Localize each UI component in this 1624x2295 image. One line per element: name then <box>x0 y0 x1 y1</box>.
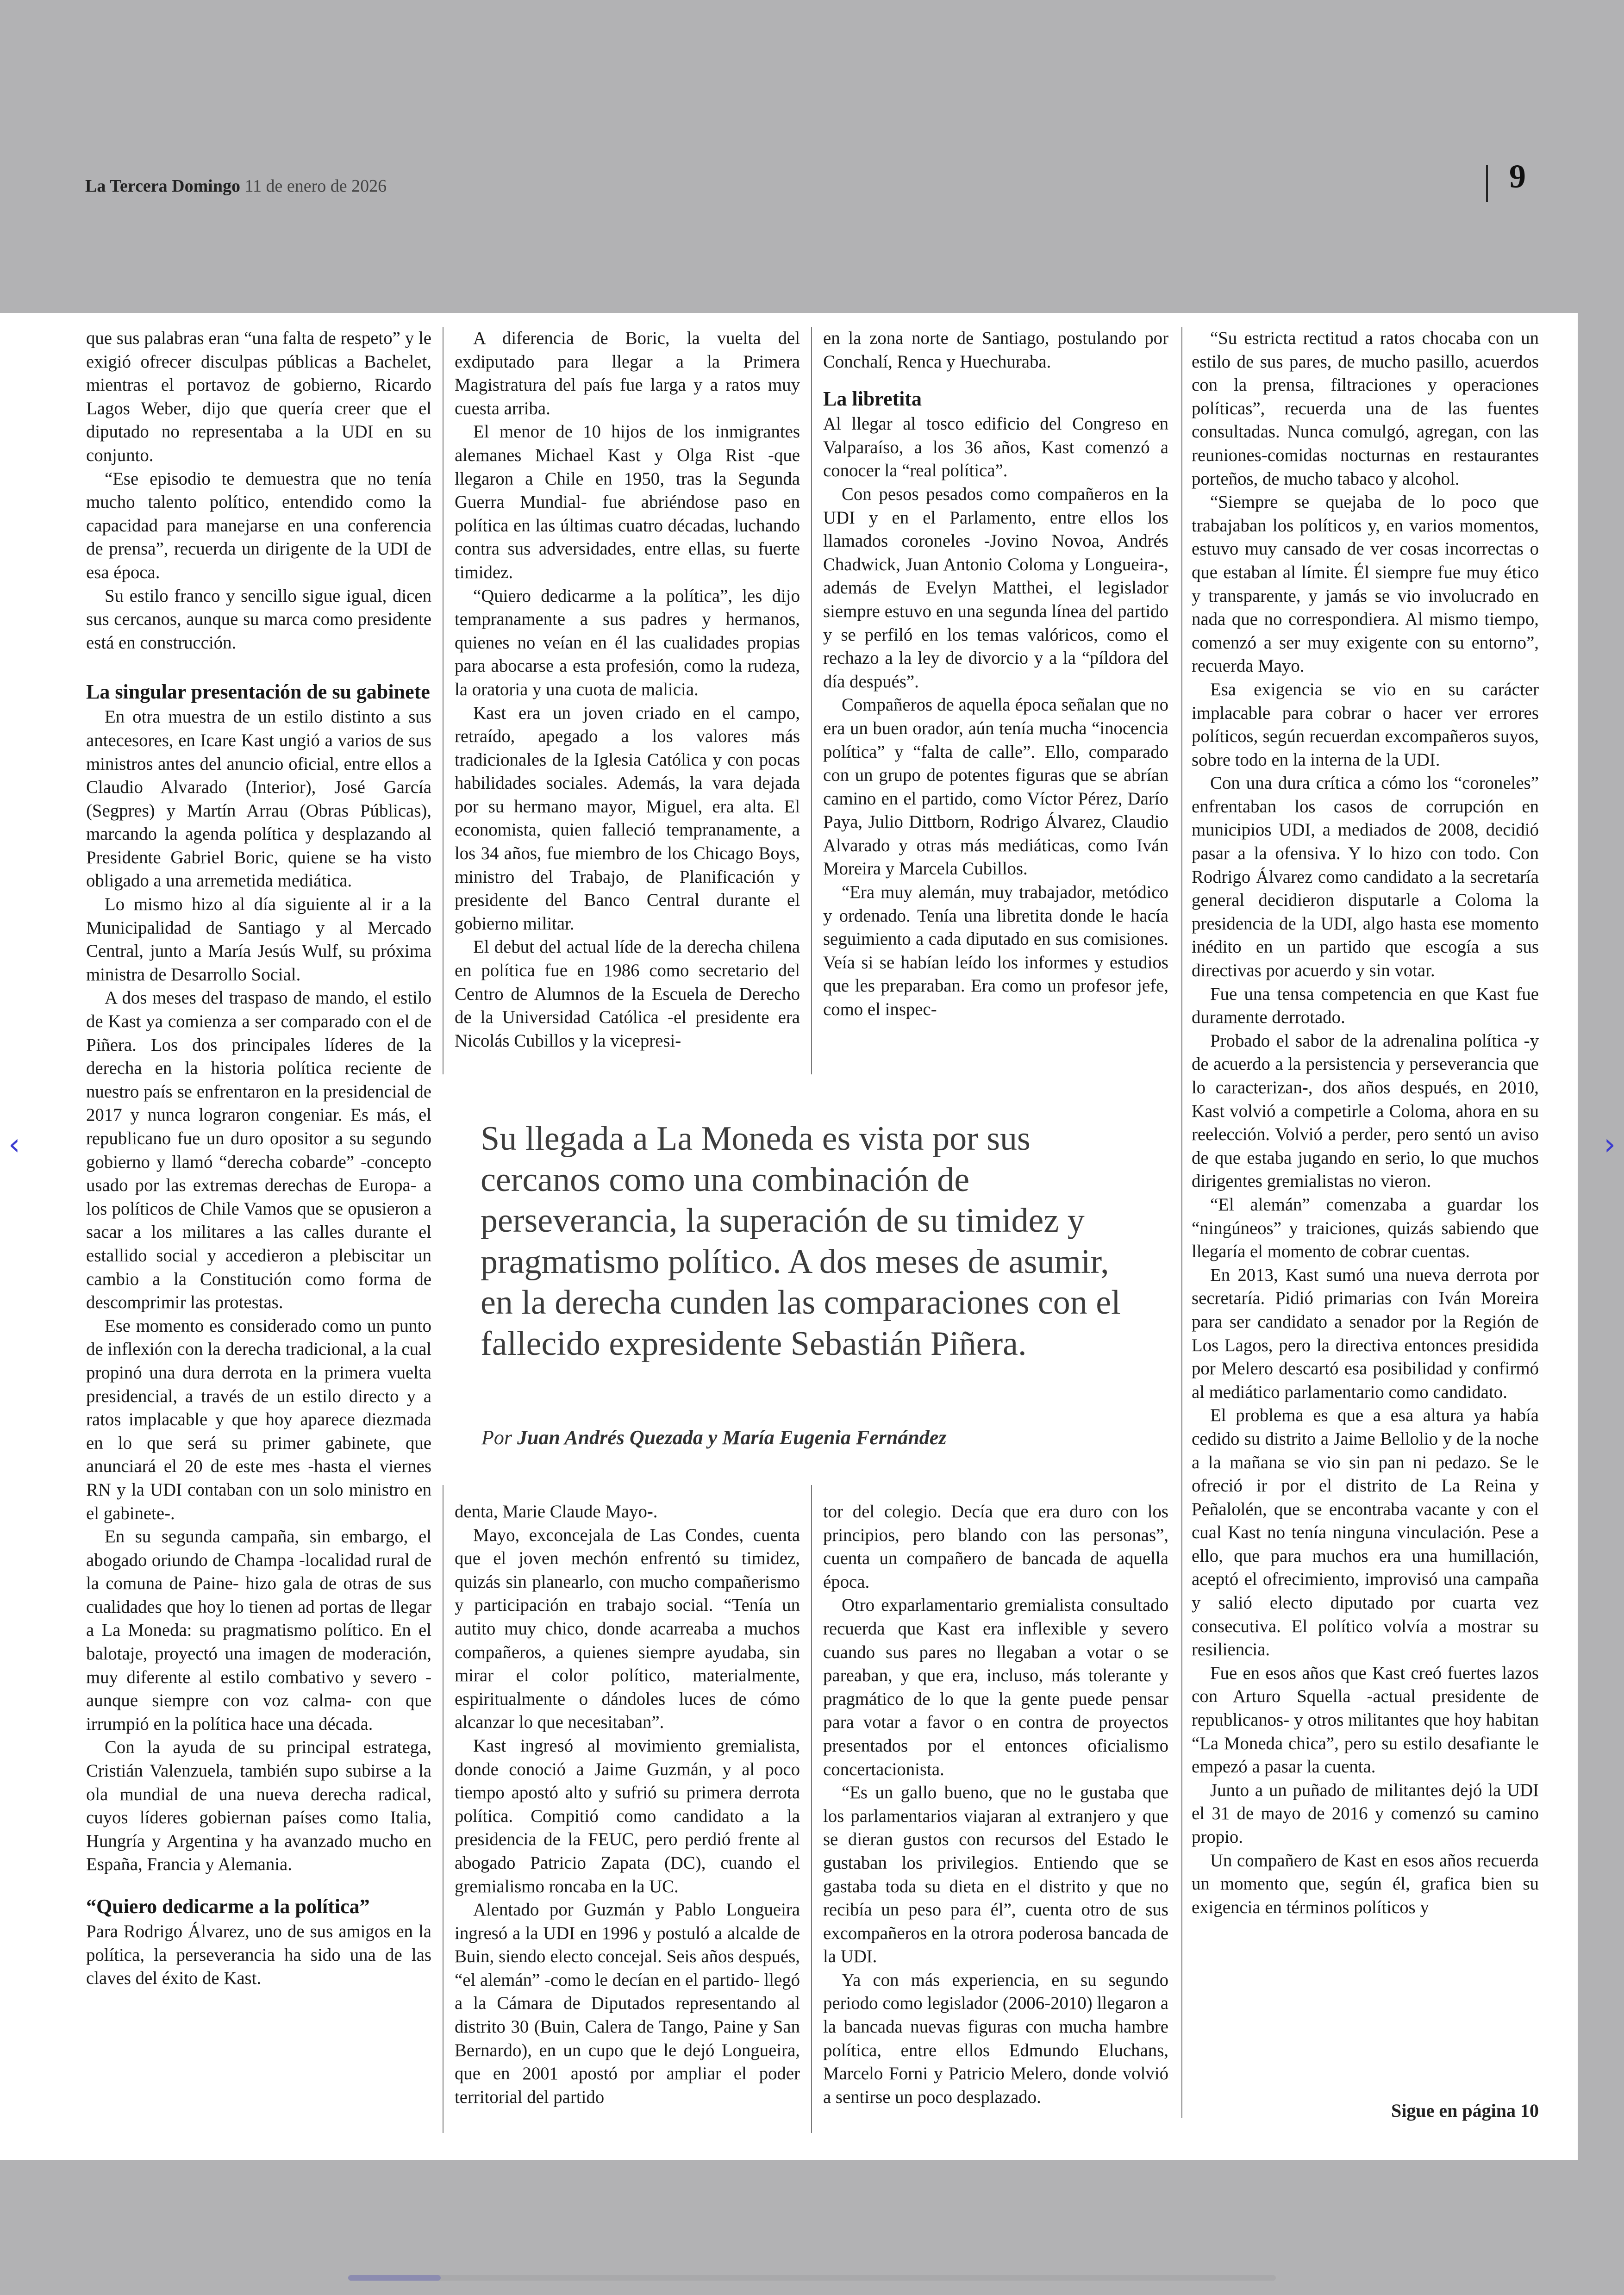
paragraph: Mayo, exconcejala de Las Condes, cuenta que el joven mechón enfrentó su timidez, quizás sin planearlo, con mucho compañerismo y participación en trabajo social. “Tenía un autito muy chico, donde acarreaba a muchos compañeros, a quienes siempre ayudaba, sin mirar el color político, materialmente, espiritualmente o dándoles luces de cómo alcanzar lo que necesitaban”. <box>455 1525 800 1733</box>
paragraph: A diferencia de Boric, la vuelta del exdiputado para llegar a la Primera Magistratura del país fue larga y a ratos muy cuesta arriba. <box>455 328 800 418</box>
column-2 <box>455 327 800 1053</box>
column-rule <box>811 327 812 1074</box>
column-1 <box>86 327 431 1990</box>
paragraph: Compañeros de aquella época señalan que no era un buen orador, aún tenía mucha “inocencia política” y “falta de calle”. Ello, comparado con un grupo de potentes figuras que se abrían camino en el partido, como Víctor Pérez, Darío Paya, Julio Dittborn, Rodrigo Álvarez, Claudio Alvarado y otras más mediáticas, como Iván Moreira y Marcela Cubillos. <box>823 695 1168 879</box>
paragraph: “Su estricta rectitud a ratos chocaba con un estilo de sus pares, de mucho pasillo, acuerdos con la prensa, filtraciones y operaciones políticas”, recuerda una de las fuentes consultadas. Nunca comulgó, agregan, con las reuniones-comidas nocturnas en restaurantes porteños, de mucho tabaco y alcohol. <box>1192 328 1539 489</box>
paragraph: Esa exigencia se vio en su carácter implacable para cobrar o hacer ver errores políticos, según recuerdan excompañeros suyos, sobre todo en la interna de la UDI. <box>1192 679 1539 770</box>
paragraph: Ese momento es considerado como un punto de inflexión con la derecha tradicional, a la cual propinó una dura derrota en la primera vuelta presidencial, a través de un estilo directo y a ratos implacable y que hoy aparece diezmada en lo que será su primer gabinete, que anunciará el 20 de este mes -hasta el viernes RN y la UDI contaban con un solo ministro en el gabinete-. <box>86 1316 431 1523</box>
paragraph: “Quiero dedicarme a la política”, les dijo tempranamente a sus padres y hermanos, quienes no veían en él las cualidades propias para abocarse a esta profesión, como la rudeza, la oratoria y una cuota de malicia. <box>455 586 800 699</box>
paragraph: Para Rodrigo Álvarez, uno de sus amigos en la política, la perseverancia ha sido una de las claves del éxito de Kast. <box>86 1921 431 1989</box>
paragraph: tor del colegio. Decía que era duro con los principios, pero blando con las personas”, cuenta un compañero de bancada de aquella época. <box>823 1502 1168 1592</box>
column-2-lower <box>455 1500 800 2109</box>
paragraph: Un compañero de Kast en esos años recuerda un momento que, según él, grafica bien su exigencia en términos políticos y <box>1192 1850 1539 1917</box>
paragraph: “Siempre se quejaba de lo poco que trabajaban los políticos y, en varios momentos, estuvo muy cansado de ver cosas incorrectas o que estaban al límite. Él siempre fue muy ético y transparente, y jamás se vio involucrado en nada que no correspondiera. Al mismo tiempo, comenzó a ser muy exigente con su entorno”, recuerda Mayo. <box>1192 492 1539 676</box>
paragraph: El menor de 10 hijos de los inmigrantes alemanes Michael Kast y Olga Rist -que llegaron a Chile en 1950, tras la Segunda Guerra Mundial- fue abriéndose paso en política en las últimas cuatro décadas, luchando contra sus adversidades, entre ellas, su fuerte timidez. <box>455 422 800 582</box>
masthead <box>85 176 387 196</box>
paragraph: Kast era un joven criado en el campo, retraído, apegado a los valores más tradicionales de la Iglesia Católica y con pocas habilidades sociales. Además, la vara dejada por su hermano mayor, Miguel, era alta. El economista, quien falleció tempranamente, a los 34 años, fue miembro de los Chicago Boys, ministro del Trabajo, de Planificación y presidente del Banco Central durante el gobierno militar. <box>455 703 800 934</box>
page-number-divider <box>1486 165 1488 202</box>
paragraph: En 2013, Kast sumó una nueva derrota por secretaría. Pidió primarias con Iván Moreira para ser candidato a senador por la Región de Los Lagos, pero la directiva entonces presidida por Melero descartó esa posibilidad y confirmó al mediático parlamentario como candidato. <box>1192 1265 1539 1402</box>
paragraph: “Es un gallo bueno, que no le gustaba que los parlamentarios viajaran al extranjero y que se dieran gustos con recursos del Estado le gustaban los privilegios. Entiendo que se gastaba toda su dieta en el distrito y que no recibía un peso para él”, cuenta otro de sus excompañeros en la otrora poderosa bancada de la UDI. <box>823 1783 1168 1967</box>
paragraph: Junto a un puñado de militantes dejó la UDI el 31 de mayo de 2016 y comenzó su camino propio. <box>1192 1780 1539 1847</box>
byline <box>481 1426 946 1449</box>
next-page-icon[interactable]: › <box>1604 1128 1616 1162</box>
byline-authors: Juan Andrés Quezada y María Eugenia Fernández <box>517 1426 947 1449</box>
section-heading: La singular presentación de su gabinete <box>86 680 430 704</box>
paragraph: A dos meses del traspaso de mando, el estilo de Kast ya comienza a ser comparado con el de Piñera. Los dos principales líderes de la derecha en la historia política reciente de nuestro país se enfrentaron en la presidencial de 2017 y nunca lograron congeniar. Es más, el republicano fue un duro opositor a su segundo gobierno y llamó “derecha cobarde” -concepto usado por las extremas derechas de Europa- a los políticos de Chile Vamos que se opusieron a sacar a los militares a las calles durante el estallido social y accedieron a plebiscitar un cambio a la Constitución como forma de descomprimir las protestas. <box>86 988 431 1313</box>
paragraph: Con una dura crítica a cómo los “coroneles” enfrentaban los casos de corrupción en municipios UDI, a mediados de 2008, decidió pasar a la ofensiva. Y lo hizo con todo. Con Rodrigo Álvarez como candidato a la secretaría general decidieron disputarle a Coloma la presidencia de la UDI, algo hasta ese momento inédito en un partido que escogía a sus directivas por acuerdo y sin votar. <box>1192 773 1539 981</box>
column-3-lower <box>823 1500 1168 2109</box>
section-heading: “Quiero dedicarme a la política” <box>86 1895 370 1918</box>
paragraph: Con la ayuda de su principal estratega, Cristián Valenzuela, también supo subirse a la ola mundial de una nueva derecha radical, cuyos líderes gobiernan países como Italia, Hungría y Argentina y ha avanzado mucho en España, Francia y Alemania. <box>86 1737 431 1875</box>
paragraph: Con pesos pesados como compañeros en la UDI y en el Parlamento, entre ellos los llamados coroneles -Jovino Novoa, Andrés Chadwick, Juan Antonio Coloma y Longueira-, además de Evelyn Matthei, el legislador siempre estuvo en una segunda línea del partido y se perfiló en los temas valóricos, como el rechazo a la ley de divorcio y a la “píldora del día después”. <box>823 484 1168 692</box>
paragraph: “Ese episodio te demuestra que no tenía mucho talento político, entendido como la capacidad para manejarse en una conferencia de prensa”, recuerda un dirigente de la UDI de esa época. <box>86 468 431 582</box>
paragraph: Alentado por Guzmán y Pablo Longueira ingresó a la UDI en 1996 y postuló a alcalde de Buin, siendo electo concejal. Seis años después, “el alemán” -como le decían en el partido- llegó a la Cámara de Diputados representando al distrito 30 (Buin, Calera de Tango, Paine y San Bernardo), en un cupo que le dejó Longueira, que en 2001 apostó por ampliar el poder territorial del partido <box>455 1900 800 2107</box>
paragraph: Otro exparlamentario gremialista consultado recuerda que Kast era inflexible y severo cuando sus pares no llegaban a votar o se pareaban, y que era, incluso, más tolerante y pragmático de lo que la gente puede pensar para votar a favor o en contra de proyectos presentados por el entonces oficialismo concertacionista. <box>823 1595 1168 1779</box>
page-scrollbar-thumb[interactable] <box>348 2275 441 2281</box>
paragraph: Al llegar al tosco edificio del Congreso en Valparaíso, a los 36 años, Kast comenzó a conocer la “real política”. <box>823 414 1168 481</box>
paragraph: en la zona norte de Santiago, postulando por Conchalí, Renca y Huechuraba. <box>823 328 1168 372</box>
paragraph: Su estilo franco y sencillo sigue igual, dicen sus cercanos, aunque su marca como presidente está en construcción. <box>86 586 431 653</box>
byline-prefix: Por <box>481 1426 512 1449</box>
paragraph: En su segunda campaña, sin embargo, el abogado oriundo de Champa -localidad rural de la comuna de Paine- hizo gala de otras de sus cualidades que hoy lo tienen ad portas de llegar a La Moneda: su pragmatismo político. En el balotaje, proyectó una imagen de moderación, muy diferente al estilo combativo y severo -aunque siempre con voz calma- con que irrumpió en la política hace una década. <box>86 1527 431 1734</box>
paragraph: Fue una tensa competencia en que Kast fue duramente derrotado. <box>1192 984 1539 1028</box>
column-rule <box>1181 327 1182 2118</box>
paragraph: Ya con más experiencia, en su segundo periodo como legislador (2006-2010) llegaron a la bancada nuevas figuras con mucha hambre política, entre ellos Edmundo Eluchans, Marcelo Forni y Patricio Melero, donde volvió a sentirse un poco desplazado. <box>823 1970 1168 2107</box>
paragraph: Lo mismo hizo al día siguiente al ir a la Municipalidad de Santiago y al Mercado Central, junto a María Jesús Wulf, su próxima ministra de Desarrollo Social. <box>86 894 431 985</box>
article-page <box>0 313 1578 2160</box>
paragraph: “El alemán” comenzaba a guardar los “ningúneos” y traiciones, quizás sabiendo que llegaría el momento de cobrar cuentas. <box>1192 1194 1539 1262</box>
paragraph: denta, Marie Claude Mayo-. <box>455 1502 658 1522</box>
column-rule <box>811 1485 812 2133</box>
pull-quote: Su llegada a La Moneda es vista por sus cercanos como una combinación de perseverancia, la superación de su timidez y pragmatismo político. A dos meses de asumir, en la derecha cunden las comparaciones con el fallecido expresidente Sebastián Piñera. <box>481 1120 1121 1363</box>
paragraph: En otra muestra de un estilo distinto a sus antecesores, en Icare Kast ungió a varios de sus ministros antes del anuncio oficial, entre ellos a Claudio Alvarado (Interior), José García (Segpres) y Martín Arrau (Obras Públicas), marcando la agenda política y desplazando al Presidente Gabriel Boric, quiene se ha visto obligado a una arremetida mediática. <box>86 707 431 891</box>
paragraph: “Era muy alemán, muy trabajador, metódico y ordenado. Tenía una libretita donde le hacía seguimiento a cada diputado en sus comisiones. Veía si se habían leído los informes y estudios que les preparaban. Era como un profesor jefe, como el inspec- <box>823 882 1168 1020</box>
paragraph: que sus palabras eran “una falta de respeto” y le exigió ofrecer disculpas públicas a Bachelet, mientras el portavoz de gobierno, Ricardo Lagos Weber, dijo que quería creer que el diputado no representaba a la UDI en su conjunto. <box>86 328 431 465</box>
page-scrollbar-track[interactable] <box>348 2275 1276 2281</box>
publication-name: La Tercera Domingo <box>85 176 240 196</box>
edition-date: 11 de enero de 2026 <box>244 176 387 196</box>
paragraph: Fue en esos años que Kast creó fuertes lazos con Arturo Squella -actual presidente de republicanos- y otros militantes que hoy habitan “La Moneda chica”, pero su estilo desafiante le empezó a pasar la cuenta. <box>1192 1663 1539 1777</box>
continued-note: Sigue en página 10 <box>1391 2100 1539 2121</box>
paragraph: El debut del actual líde de la derecha chilena en política fue en 1986 como secretario del Centro de Alumnos de la Escuela de Derecho de la Universidad Católica -el presidente era Nicolás Cubillos y la vicepresi- <box>455 937 800 1051</box>
column-3 <box>823 327 1168 1022</box>
column-4 <box>1192 327 1539 1919</box>
page-number: 9 <box>1509 158 1526 195</box>
paragraph: Kast ingresó al movimiento gremialista, donde conoció a Jaime Guzmán, y al poco tiempo apostó alto y sufrió su primera derrota política. Compitió como candidato a la presidencia de la FEUC, pero perdió frente al abogado Patricio Zapata (DC), cuando el gremialismo roncaba en la UC. <box>455 1735 800 1896</box>
prev-page-icon[interactable]: ‹ <box>8 1128 20 1162</box>
section-heading: La libretita <box>823 387 922 411</box>
paragraph: El problema es que a esa altura ya había cedido su distrito a Jaime Bellolio y de la noche a la mañana se vio sin pan ni pedazo. Se le ofreció ir por el distrito de La Reina y Peñalolén, que se encontraba vacante y con el cual Kast no tenía ninguna vinculación. Pese a ello, que para muchos era una humillación, aceptó el ofrecimiento, improvisó una campaña y salió electo diputado por cuarta vez consecutiva. El político volvía a mostrar su resiliencia. <box>1192 1405 1539 1660</box>
paragraph: Probado el sabor de la adrenalina política -y de acuerdo a la persistencia y perseverancia que lo caracterizan-, dos años después, en 2010, Kast volvió a competirle a Coloma, ahora en su reelección. Volvió a perder, pero sentó un aviso de que estaba jugando en serio, lo que muchos dirigentes gremialistas no vieron. <box>1192 1030 1539 1191</box>
